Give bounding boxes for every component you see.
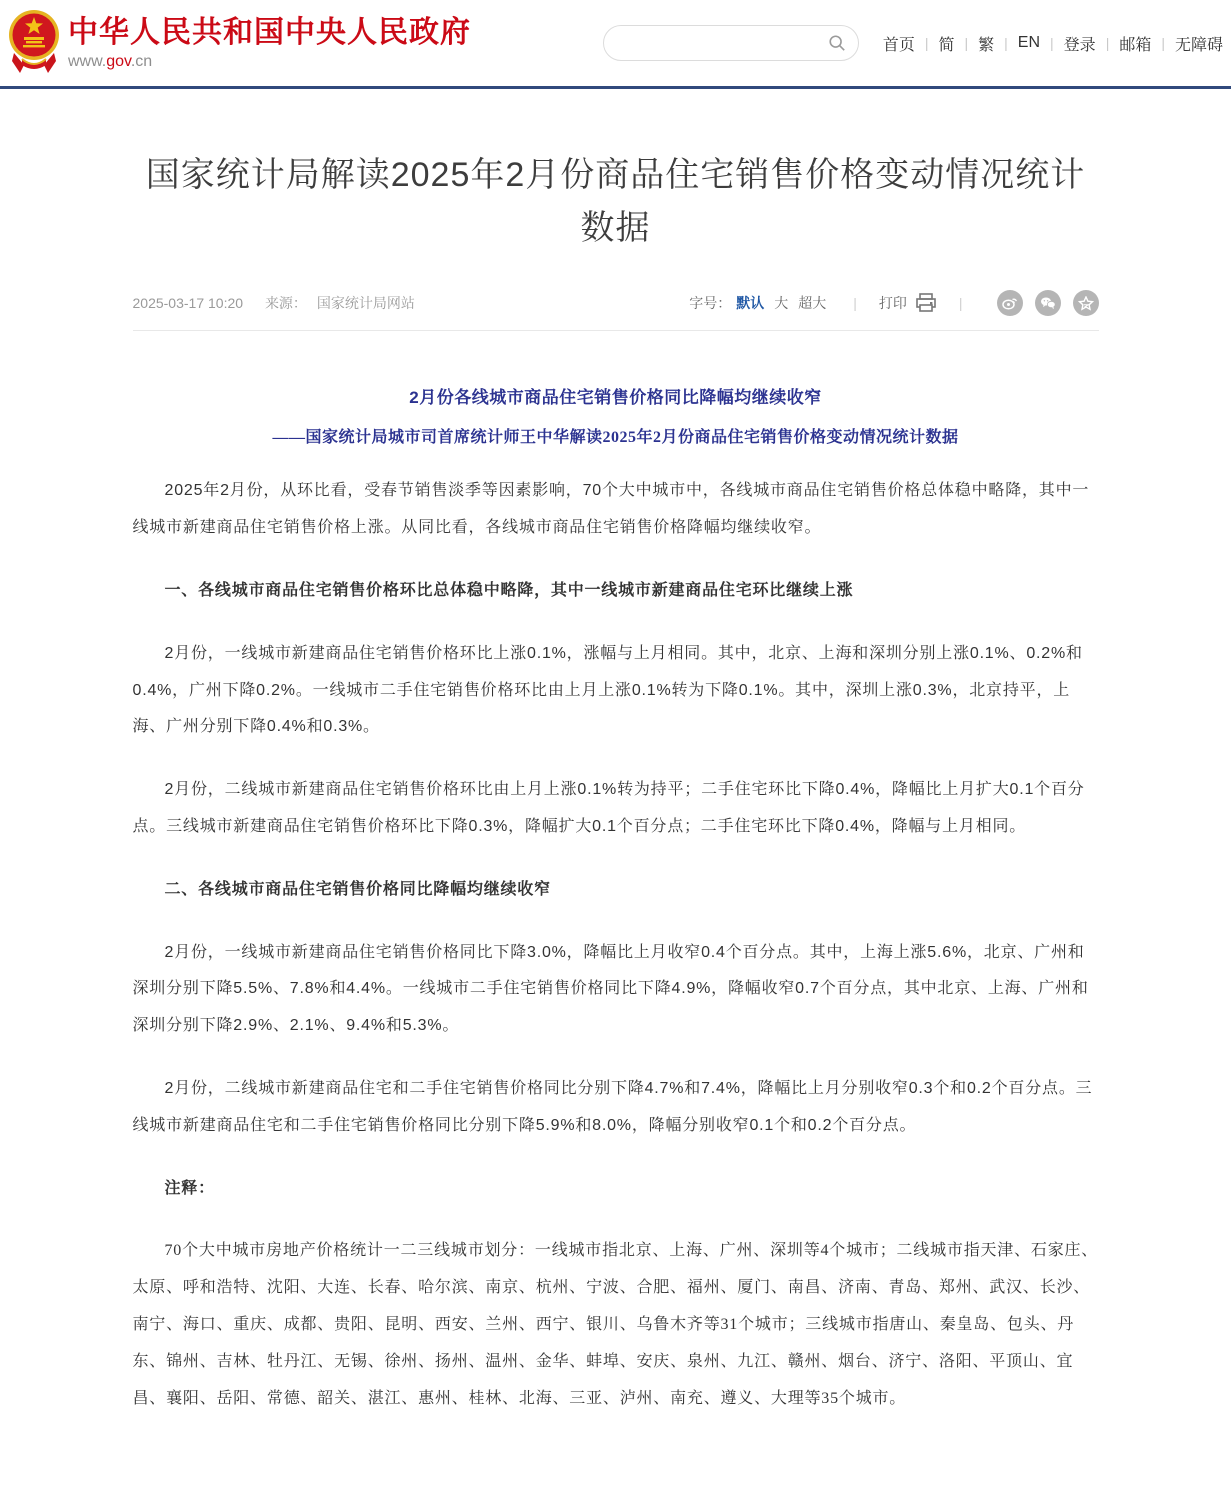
share-wechat-icon[interactable] xyxy=(1035,290,1061,316)
article-meta-left xyxy=(133,293,421,313)
site-url xyxy=(68,53,471,71)
top-nav xyxy=(883,32,1223,55)
share-icons-group xyxy=(985,290,1099,316)
publish-date: 2025-03-17 10:20 xyxy=(132,295,244,312)
paragraph: 2月份，一线城市新建商品住宅销售价格环比上涨0.1%，涨幅与上月相同。其中，北京、上海和深圳分别上涨0.1%、0.2%和0.4%，广州下降0.2%。一线城市二手住宅销售价格环比由上月上涨0.1%转为下降0.1%。其中，深圳上涨0.3%，北京持平，上海、广州分别下降0.4%和0.3%。 xyxy=(132,644,1083,736)
site-url-gov: gov xyxy=(106,53,131,70)
nav-separator: | xyxy=(1161,35,1165,51)
site-title: 中华人民共和国中央人民政府 xyxy=(68,16,471,49)
print-label: 打印 xyxy=(878,295,907,312)
note-label: 注释： xyxy=(164,1179,215,1197)
toolbar-separator: | xyxy=(958,295,963,312)
article-meta-bar xyxy=(133,290,1099,331)
share-weibo-icon[interactable] xyxy=(997,290,1023,316)
font-size-xlarge-button[interactable]: 超大 xyxy=(798,295,827,312)
nav-login[interactable]: 登录 xyxy=(1063,36,1096,54)
paragraph: 2025年2月份，从环比看，受春节销售淡季等因素影响，70个大中城市中，各线城市商品住宅销售价格总体稳中略降，其中一线城市新建商品住宅销售价格上涨。从同比看，各线城市商品住宅销售价格降幅均继续收窄。 xyxy=(132,482,1090,537)
search-box[interactable] xyxy=(603,25,859,61)
nav-separator: | xyxy=(1105,35,1110,51)
nav-home[interactable]: 首页 xyxy=(882,36,915,54)
font-size-default-button[interactable]: 默认 xyxy=(736,295,765,312)
paragraph: 2月份，二线城市新建商品住宅和二手住宅销售价格同比分别下降4.7%和7.4%，降幅比上月分别收窄0.3个和0.2个百分点。三线城市新建商品住宅和二手住宅销售价格同比分别下降5.9%和8.0%，降幅分别收窄0.1个和0.2个百分点。 xyxy=(132,1079,1093,1134)
nav-separator: | xyxy=(1050,35,1054,51)
source-name: 国家统计局网站 xyxy=(316,295,415,312)
header-divider xyxy=(0,86,1231,89)
page-title: 国家统计局解读2025年2月份商品住宅销售价格变动情况统计数据 xyxy=(145,156,1086,247)
nav-separator: | xyxy=(1004,35,1008,51)
site-url-suffix: .cn xyxy=(130,53,153,70)
section-heading-1: 一、各线城市商品住宅销售价格环比总体稳中略降，其中一线城市新建商品住宅环比继续上涨 xyxy=(164,581,854,599)
search-input[interactable] xyxy=(616,35,828,51)
article-subtitle: 2月份各线城市商品住宅销售价格同比降幅均继续收窄 xyxy=(409,388,822,408)
nav-separator: | xyxy=(924,35,929,51)
nav-english[interactable]: EN xyxy=(1017,34,1041,51)
font-size-large-button[interactable]: 大 xyxy=(774,295,789,312)
nav-traditional-chinese[interactable]: 繁 xyxy=(978,36,995,54)
nav-mail[interactable]: 邮箱 xyxy=(1119,36,1152,54)
paragraph: 2月份，一线城市新建商品住宅销售价格同比下降3.0%，降幅比上月收窄0.4个百分点。其中，上海上涨5.6%，北京、广州和深圳分别下降5.5%、7.8%和4.4%。一线城市二手住宅销售价格同比下降4.9%，降幅收窄0.7个百分点，其中北京、上海、广州和深圳分别下降2.9%、2.1%、9.4%和5.3%。 xyxy=(132,943,1089,1035)
national-emblem-icon xyxy=(8,7,60,79)
nav-accessibility[interactable]: 无障碍 xyxy=(1174,36,1223,54)
nav-simplified-chinese[interactable]: 简 xyxy=(938,36,955,54)
search-icon[interactable] xyxy=(828,34,846,52)
article-page xyxy=(133,149,1099,1497)
toolbar-separator: | xyxy=(853,295,857,312)
site-header xyxy=(0,0,1231,86)
section-heading-2: 二、各线城市商品住宅销售价格同比降幅均继续收窄 xyxy=(164,880,551,898)
site-logo-home-link[interactable] xyxy=(8,7,471,79)
printer-icon xyxy=(915,293,937,313)
article-toolbar xyxy=(689,290,1098,316)
print-button[interactable] xyxy=(879,293,937,313)
site-url-prefix: www. xyxy=(68,53,107,70)
note-text: 70个大中城市房地产价格统计一二三线城市划分：一线城市指北京、上海、广州、深圳等4个城市；二线城市指天津、石家庄、太原、呼和浩特、沈阳、大连、长春、哈尔滨、南京、杭州、宁波、合肥、福州、厦门、南昌、济南、青岛、郑州、武汉、长沙、南宁、海口、重庆、成都、贵阳、昆明、西安、兰州、西宁、银川、乌鲁木齐等31个城市；三线城市指唐山、秦皇岛、包头、丹东、锦州、吉林、牡丹江、无锡、徐州、扬州、温州、金华、蚌埠、安庆、泉州、九江、赣州、烟台、济宁、洛阳、平顶山、宜昌、襄阳、岳阳、常德、韶关、湛江、惠州、桂林、北海、三亚、泸州、南充、遵义、大理等35个城市。 xyxy=(132,1242,1099,1407)
font-size-label: 字号： xyxy=(689,295,732,312)
nav-separator: | xyxy=(964,35,969,51)
article-subtitle-byline: ——国家统计局城市司首席统计师王中华解读2025年2月份商品住宅销售价格变动情况统计数据 xyxy=(272,429,959,447)
article-body xyxy=(133,383,1099,1497)
source-label: 来源： xyxy=(264,295,307,312)
share-qzone-icon[interactable] xyxy=(1073,290,1099,316)
paragraph: 2月份，二线城市新建商品住宅销售价格环比由上月上涨0.1%转为持平；二手住宅环比下降0.4%，降幅比上月扩大0.1个百分点。三线城市新建商品住宅销售价格环比下降0.3%，降幅扩大0.1个百分点；二手住宅环比下降0.4%，降幅与上月相同。 xyxy=(132,781,1085,835)
